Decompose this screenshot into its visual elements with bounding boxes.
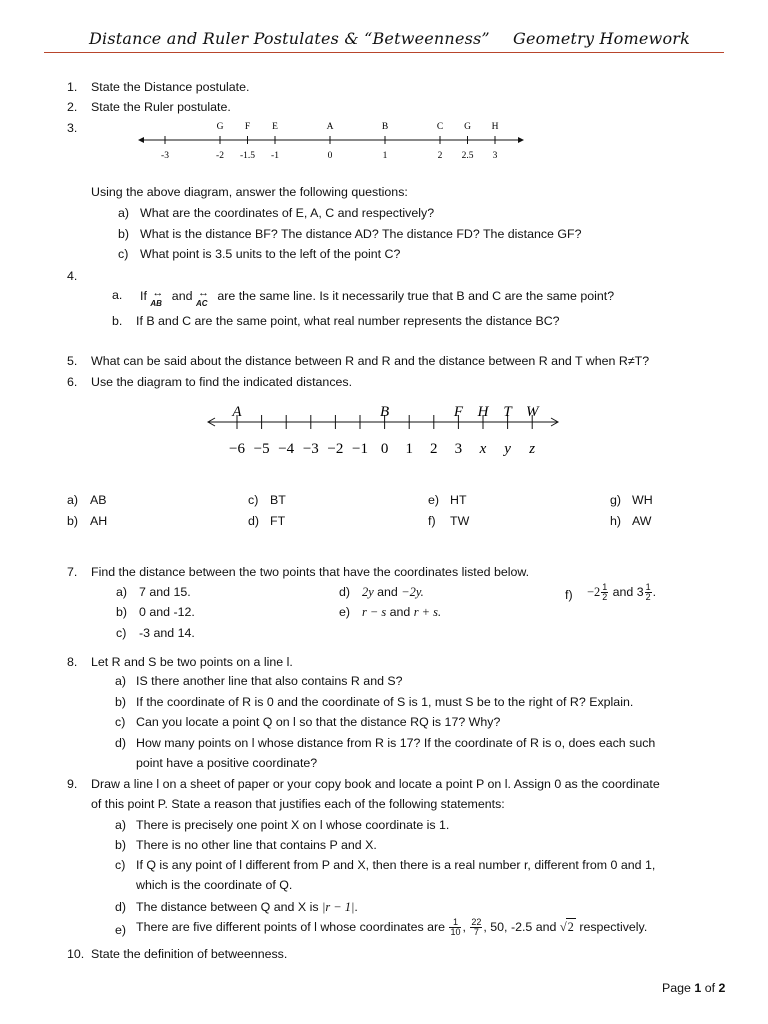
q6h-text: AW (632, 514, 652, 528)
q6f-text: TW (450, 514, 470, 528)
point-label: H (477, 404, 489, 420)
page-header (0, 0, 768, 56)
q6a-label: a) (67, 493, 79, 507)
q6b-label: b) (67, 514, 79, 528)
q8a-text: IS there another line that also contains R and S? (136, 674, 403, 688)
tick-label: -2 (216, 151, 224, 161)
q6e-label: e) (428, 493, 440, 507)
fraction-half: $\frac{1}{2}$ (602, 582, 608, 602)
fraction-half: $\frac{1}{2}$ (645, 582, 651, 602)
q5-number: 5. (67, 354, 78, 368)
tick-label: z (529, 441, 536, 457)
q4a-label: a. (112, 288, 123, 302)
q7e-text: r − s and r + s. (362, 605, 442, 619)
tick-label: −2 (327, 441, 344, 457)
q4a-text: If ↔ AB and ↔ AC are the same line. Is it necessarily true that B and C are the same point? (140, 287, 615, 308)
q8c-text: Can you locate a point Q on l so that the distance RQ is 17? Why? (136, 715, 501, 729)
header-rule (44, 52, 724, 53)
q8a-label: a) (115, 674, 127, 688)
q6d-text: FT (270, 514, 286, 528)
tick-label: y (504, 441, 511, 457)
q7d-text: 2y and −2y. (362, 585, 424, 599)
q8b-label: b) (115, 695, 127, 709)
tick-label: 0 (327, 151, 333, 161)
q2-number: 2. (67, 100, 78, 114)
q8-number: 8. (67, 655, 78, 669)
q3-intro: Using the above diagram, answer the following questions: (91, 185, 408, 199)
q5-text: What can be said about the distance between R and R and the distance between R and T when R≠T? (91, 354, 650, 368)
q6g-label: g) (610, 493, 622, 507)
q8d-label: d) (115, 736, 127, 750)
tick-label: -1.5 (239, 151, 256, 161)
q7a-text: 7 and 15. (139, 585, 191, 599)
tick-label: x (479, 441, 487, 457)
line-ab-symbol: ↔ AB (150, 287, 164, 308)
point-label: G (464, 122, 471, 132)
point-label: F (453, 404, 463, 420)
tick-label: 0 (380, 441, 389, 457)
q6d-label: d) (248, 514, 260, 528)
q3c-label: c) (118, 247, 129, 261)
q3c-text: What point is 3.5 units to the left of the point C? (140, 247, 401, 261)
point-label: B (381, 122, 389, 132)
point-label: E (272, 122, 278, 132)
q6g-text: WH (632, 493, 653, 507)
q7-number: 7. (67, 565, 78, 579)
number-line-q6 (200, 396, 570, 462)
q1-text: State the Distance postulate. (91, 80, 250, 94)
q9d-label: d) (115, 900, 127, 914)
q9c-text: If Q is any point of l different from P and X, then there is a real number r, different from 0 and 1, (136, 858, 656, 872)
q7e-label: e) (339, 605, 351, 619)
q6f-label: f) (428, 514, 436, 528)
q10-text: State the definition of betweenness. (91, 947, 288, 961)
q10-number: 10. (67, 947, 85, 961)
q7d-label: d) (339, 585, 351, 599)
point-label: B (380, 404, 390, 420)
q3a-text: What are the coordinates of E, A, C and respectively? (140, 206, 435, 220)
q9-number: 9. (67, 777, 78, 791)
q6e-text: HT (450, 493, 467, 507)
q9c-text-continued: which is the coordinate of Q. (136, 878, 293, 892)
q8-text: Let R and S be two points on a line l. (91, 655, 293, 669)
tick-label: −3 (302, 441, 319, 457)
q7-text: Find the distance between the two points that have the coordinates listed below. (91, 565, 530, 579)
q3b-text: What is the distance BF? The distance AD? The distance FD? The distance GF? (140, 227, 582, 241)
q1-number: 1. (67, 80, 78, 94)
tick-label: 2.5 (461, 151, 474, 161)
q4b-text: If B and C are the same point, what real number represents the distance BC? (136, 314, 560, 328)
q7b-text: 0 and -12. (139, 605, 195, 619)
q6h-label: h) (610, 514, 622, 528)
tick-label: −6 (229, 441, 245, 457)
number-line-q3 (130, 114, 530, 164)
tick-label: -3 (161, 151, 169, 161)
point-label: C (436, 122, 444, 132)
tick-label: 3 (454, 441, 463, 457)
worksheet-subject: Geometry Homework (513, 29, 691, 48)
point-label: H (491, 122, 499, 132)
point-label: T (503, 404, 512, 420)
right-arrowhead (518, 137, 524, 143)
q9d-text: The distance between Q and X is |r − 1|. (136, 900, 358, 914)
q7a-label: a) (116, 585, 128, 599)
tick-label: 1 (382, 151, 388, 161)
point-label: W (525, 404, 539, 420)
point-label: A (232, 404, 242, 420)
q9c-label: c) (115, 858, 126, 872)
q2-text: State the Ruler postulate. (91, 100, 231, 114)
q7c-label: c) (116, 626, 127, 640)
q3-number: 3. (67, 121, 78, 135)
q8d-text-continued: point have a positive coordinate? (136, 756, 318, 770)
q9b-text: There is no other line that contains P and X. (136, 838, 377, 852)
tick-label: -1 (271, 151, 279, 161)
q4-number: 4. (67, 269, 78, 283)
q6-text: Use the diagram to find the indicated distances. (91, 375, 353, 389)
q3b-label: b) (118, 227, 130, 241)
q9e-label: e) (115, 923, 127, 937)
q9b-label: b) (115, 838, 127, 852)
tick-label: 2 (437, 151, 443, 161)
tick-label: 1 (405, 441, 413, 457)
tick-label: −5 (253, 441, 270, 457)
q6c-label: c) (248, 493, 259, 507)
q6-number: 6. (67, 375, 78, 389)
q9e-text: There are five different points of l whose coordinates are $\frac{1}{10}$ , $\frac{22}{7}$ , 50, -2.5 and √2 respectively. (136, 917, 648, 938)
tick-label: 2 (430, 441, 438, 457)
q7b-label: b) (116, 605, 128, 619)
point-label: G (216, 122, 224, 132)
left-arrowhead (138, 137, 144, 143)
fraction-one-tenth: $\frac{1}{10}$ (450, 917, 461, 938)
q7c-text: -3 and 14. (139, 626, 195, 640)
worksheet-title: Distance and Ruler Postulates & “Betweenness” (89, 29, 490, 48)
q9-line2: of this point P. State a reason that justifies each of the following statements: (91, 797, 505, 811)
q6c-text: BT (270, 493, 286, 507)
line-ac-symbol: ↔ AC (195, 287, 209, 308)
tick-label: −1 (352, 441, 368, 457)
tick-label: 3 (492, 151, 498, 161)
q9-line1: Draw a line l on a sheet of paper or your copy book and locate a point P on l. Assign 0 as the coordinate (91, 777, 660, 791)
q9a-text: There is precisely one point X on l whose coordinate is 1. (136, 818, 450, 832)
tick-label: −4 (278, 441, 295, 457)
point-label: A (326, 122, 334, 132)
q8b-text: If the coordinate of R is 0 and the coordinate of S is 1, must S be to the right of R? Explain. (136, 695, 634, 709)
q8c-label: c) (115, 715, 126, 729)
q7f-text: −2 $\frac{1}{2}$ and 3 $\frac{1}{2}$ . (587, 582, 657, 602)
q9a-label: a) (115, 818, 127, 832)
q7f-label: f) (565, 588, 573, 602)
point-label: F (244, 122, 251, 132)
q6b-text: AH (90, 514, 108, 528)
q4b-label: b. (112, 314, 123, 328)
page-number: Page 1 of 2 (662, 981, 726, 995)
q8d-text: How many points on l whose distance from R is 17? If the coordinate of R is o, does each such (136, 736, 656, 750)
q6a-text: AB (90, 493, 107, 507)
fraction-22-sevenths: $\frac{22}{7}$ (471, 917, 482, 938)
q3a-label: a) (118, 206, 130, 220)
